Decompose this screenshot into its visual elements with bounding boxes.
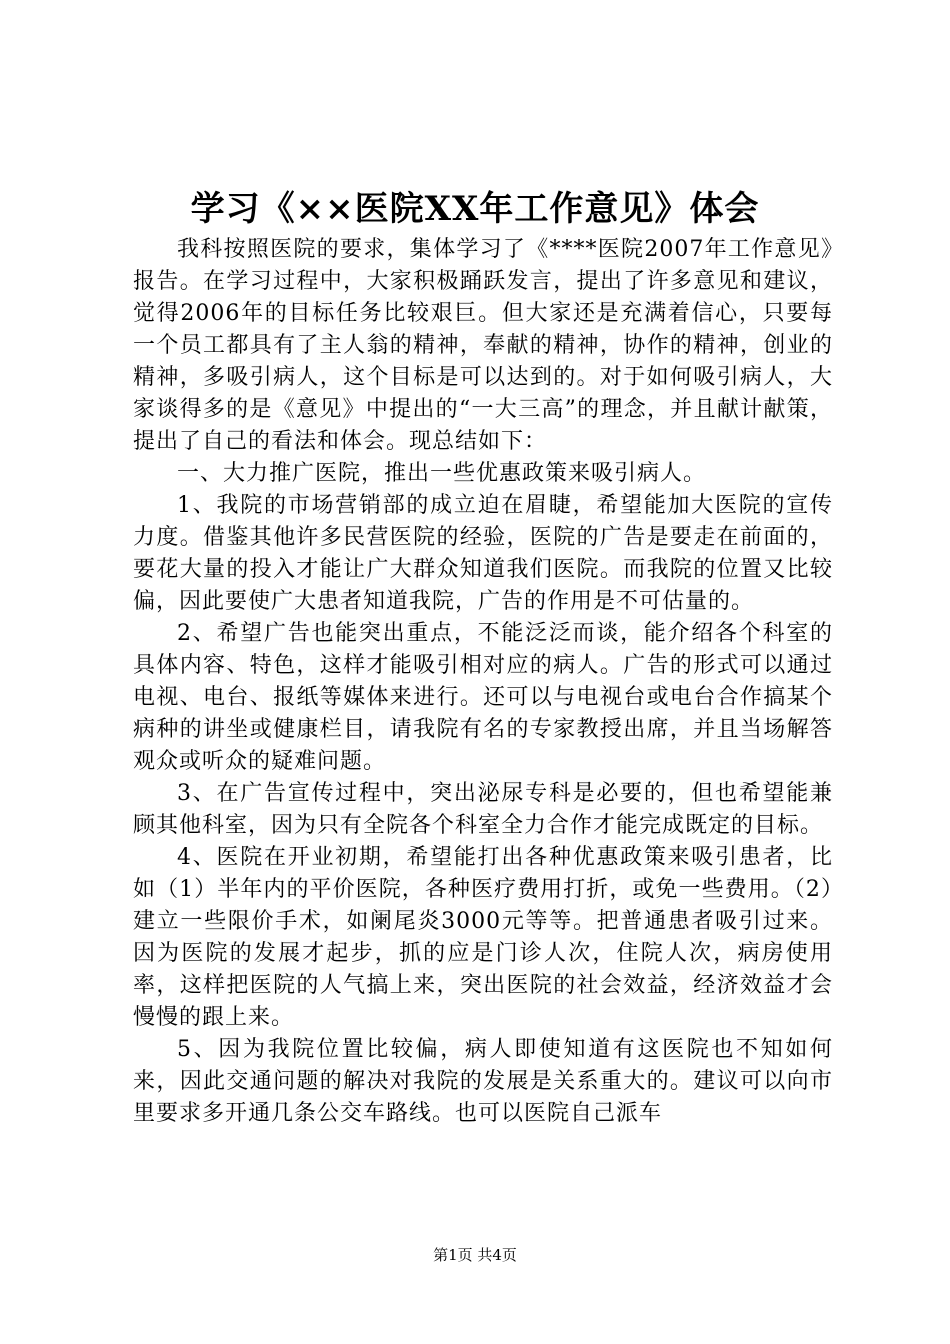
document-body [133, 234, 833, 1130]
paragraph-intro: 我科按照医院的要求，集体学习了《****医院2007年工作意见》报告。在学习过程中，大家积极踊跃发言，提出了许多意见和建议，觉得2006年的目标任务比较艰巨。但大家还是充满着信心，只要每一个员工都具有了主人翁的精神，奉献的精神，协作的精神，创业的精神，多吸引病人，这个目标是可以达到的。对于如何吸引病人，大家谈得多的是《意见》中提出的“一大三高”的理念，并且献计献策，提出了自己的看法和体会。现总结如下： [133, 237, 833, 454]
paragraph-item-4: 4、医院在开业初期，希望能打出各种优惠政策来吸引患者，比如（1）半年内的平价医院，各种医疗费用打折，或免一些费用。（2）建立一些限价手术，如阑尾炎3000元等等。把普通患者吸引过来。因为医院的发展才起步，抓的应是门诊人次，住院人次，病房使用率，这样把医院的人气搞上来，突出医院的社会效益，经济效益才会慢慢的跟上来。 [133, 845, 833, 1030]
paragraph-item-3: 3、在广告宣传过程中，突出泌尿专科是必要的，但也希望能兼顾其他科室，因为只有全院各个科室全力合作才能完成既定的目标。 [133, 781, 833, 838]
page-number-footer: 第1页 共4页 [433, 1246, 517, 1264]
paragraph-item-2: 2、希望广告也能突出重点，不能泛泛而谈，能介绍各个科室的具体内容、特色，这样才能吸引相对应的病人。广告的形式可以通过电视、电台、报纸等媒体来进行。还可以与电视台或电台合作搞某个病种的讲坐或健康栏目，请我院有名的专家教授出席，并且当场解答观众或听众的疑难问题。 [133, 621, 833, 774]
document-title: 学习《××医院XX年工作意见》体会 [190, 189, 760, 229]
paragraph-item-1: 1、我院的市场营销部的成立迫在眉睫，希望能加大医院的宣传力度。借鉴其他许多民营医院的经验，医院的广告是要走在前面的，要花大量的投入才能让广大群众知道我们医院。而我院的位置又比较偏，因此要使广大患者知道我院，广告的作用是不可估量的。 [133, 493, 833, 614]
paragraph-section-heading: 一、大力推广医院，推出一些优惠政策来吸引病人。 [177, 461, 707, 486]
paragraph-item-5: 5、因为我院位置比较偏，病人即使知道有这医院也不知如何来，因此交通问题的解决对我院的发展是关系重大的。建议可以向市里要求多开通几条公交车路线。也可以医院自己派车 [133, 1037, 833, 1126]
